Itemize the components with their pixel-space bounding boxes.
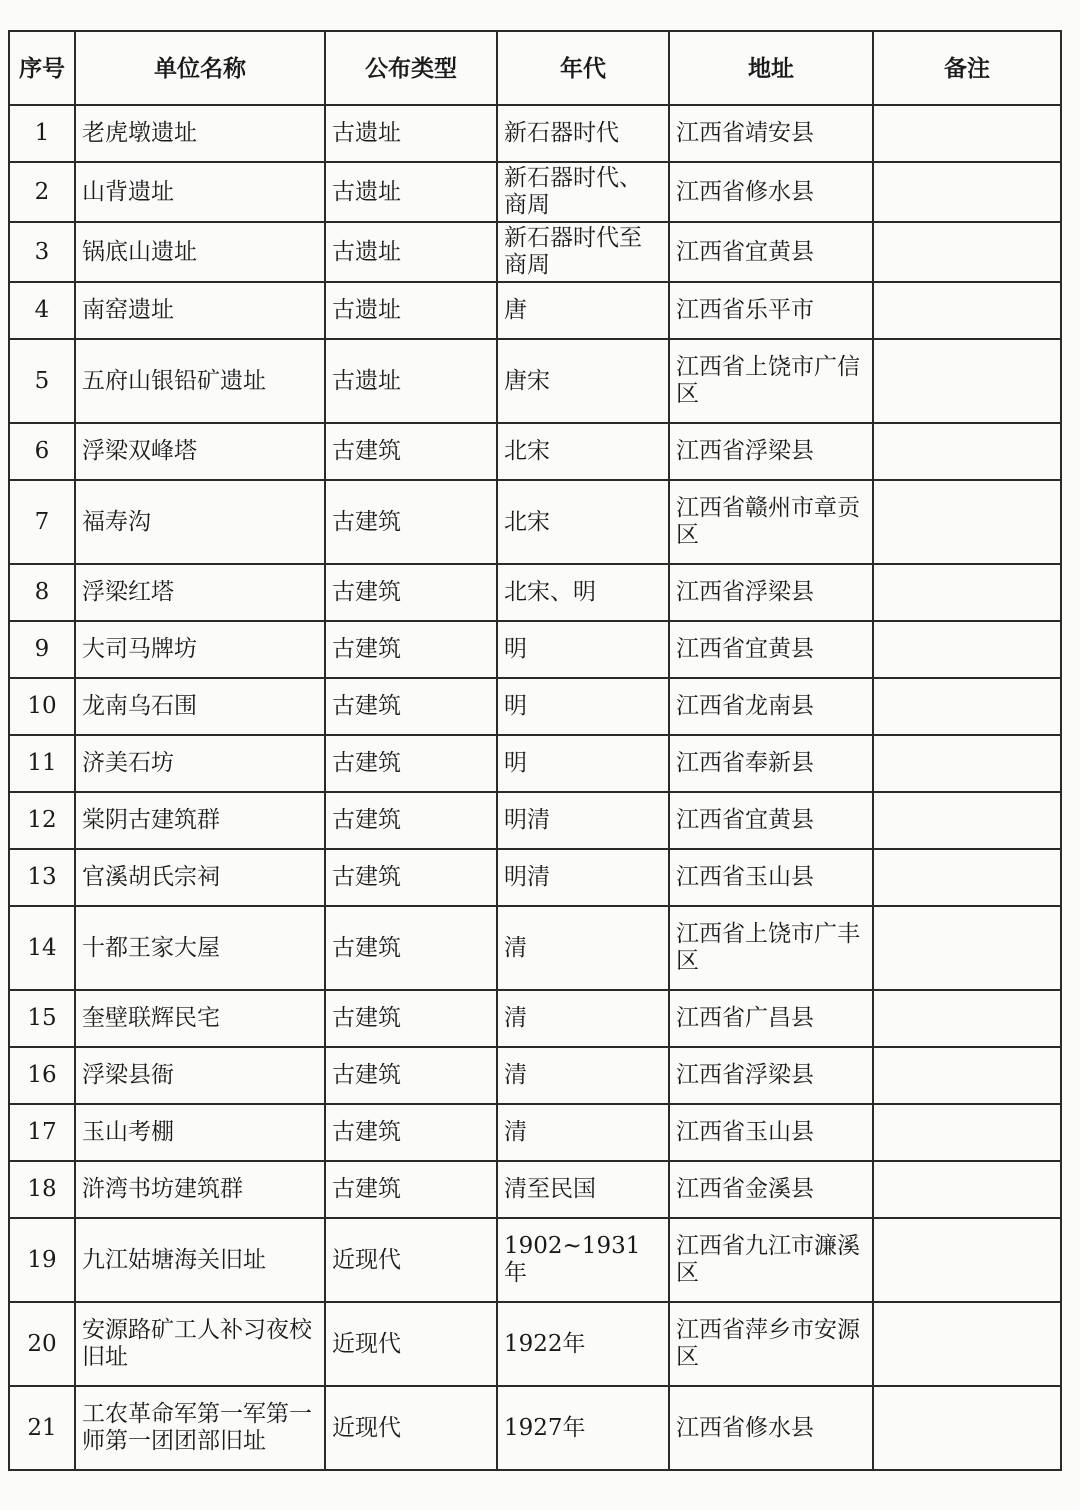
cell-note: [873, 735, 1061, 792]
cell-type: 古遗址: [325, 222, 497, 282]
header-note: 备注: [873, 31, 1061, 105]
cell-era: 唐宋: [497, 339, 669, 423]
cell-address: 江西省修水县: [669, 162, 873, 222]
cell-type: 古遗址: [325, 162, 497, 222]
cell-name: 大司马牌坊: [75, 621, 325, 678]
cell-note: [873, 480, 1061, 564]
table-row: [9, 792, 1061, 849]
table-row: [9, 339, 1061, 423]
cell-type: 古建筑: [325, 1047, 497, 1104]
cell-name: 玉山考棚: [75, 1104, 325, 1161]
cell-era: 清: [497, 906, 669, 990]
cell-name: 浮梁县衙: [75, 1047, 325, 1104]
cell-note: [873, 1104, 1061, 1161]
cell-note: [873, 339, 1061, 423]
header-no: 序号: [9, 31, 75, 105]
table-row: [9, 990, 1061, 1047]
cell-name: 老虎墩遗址: [75, 105, 325, 162]
table-row: [9, 735, 1061, 792]
cell-era: 北宋、明: [497, 564, 669, 621]
header-address: 地址: [669, 31, 873, 105]
cell-name: 九江姑塘海关旧址: [75, 1218, 325, 1302]
table-row: [9, 1104, 1061, 1161]
cell-note: [873, 1161, 1061, 1218]
cell-name: 五府山银铅矿遗址: [75, 339, 325, 423]
cell-note: [873, 792, 1061, 849]
cell-no: 12: [9, 792, 75, 849]
cell-name: 奎壁联辉民宅: [75, 990, 325, 1047]
cell-name: 安源路矿工人补习夜校旧址: [75, 1302, 325, 1386]
cell-no: 5: [9, 339, 75, 423]
cell-note: [873, 162, 1061, 222]
cell-no: 14: [9, 906, 75, 990]
cell-no: 18: [9, 1161, 75, 1218]
table-row: [9, 849, 1061, 906]
cell-no: 16: [9, 1047, 75, 1104]
table-row: [9, 105, 1061, 162]
cell-address: 江西省龙南县: [669, 678, 873, 735]
cell-era: 明: [497, 678, 669, 735]
cell-no: 1: [9, 105, 75, 162]
cell-type: 古建筑: [325, 849, 497, 906]
cell-name: 十都王家大屋: [75, 906, 325, 990]
cell-era: 明清: [497, 792, 669, 849]
cell-name: 山背遗址: [75, 162, 325, 222]
table-row: [9, 1386, 1061, 1470]
table-row: [9, 1218, 1061, 1302]
cell-note: [873, 423, 1061, 480]
cell-era: 清: [497, 1047, 669, 1104]
cell-name: 浮梁红塔: [75, 564, 325, 621]
cell-no: 6: [9, 423, 75, 480]
cell-address: 江西省宜黄县: [669, 222, 873, 282]
table-row: [9, 906, 1061, 990]
cell-era: 新石器时代至商周: [497, 222, 669, 282]
cell-name: 浒湾书坊建筑群: [75, 1161, 325, 1218]
cell-no: 9: [9, 621, 75, 678]
table-header-row: [9, 31, 1061, 105]
cell-address: 江西省浮梁县: [669, 1047, 873, 1104]
cell-address: 江西省玉山县: [669, 849, 873, 906]
cell-address: 江西省赣州市章贡区: [669, 480, 873, 564]
cell-note: [873, 849, 1061, 906]
cell-note: [873, 1302, 1061, 1386]
cell-name: 棠阴古建筑群: [75, 792, 325, 849]
cell-era: 明: [497, 735, 669, 792]
cell-note: [873, 1047, 1061, 1104]
table-row: [9, 480, 1061, 564]
cell-type: 古建筑: [325, 678, 497, 735]
cell-address: 江西省九江市濂溪区: [669, 1218, 873, 1302]
cell-note: [873, 990, 1061, 1047]
cell-address: 江西省玉山县: [669, 1104, 873, 1161]
cell-no: 3: [9, 222, 75, 282]
cell-name: 南窑遗址: [75, 282, 325, 339]
cell-era: 清至民国: [497, 1161, 669, 1218]
cell-note: [873, 282, 1061, 339]
cell-name: 福寿沟: [75, 480, 325, 564]
cell-name: 龙南乌石围: [75, 678, 325, 735]
cell-era: 新石器时代: [497, 105, 669, 162]
cell-note: [873, 621, 1061, 678]
cell-note: [873, 222, 1061, 282]
header-name: 单位名称: [75, 31, 325, 105]
cell-note: [873, 105, 1061, 162]
cell-address: 江西省浮梁县: [669, 423, 873, 480]
cell-name: 锅底山遗址: [75, 222, 325, 282]
cell-era: 清: [497, 990, 669, 1047]
cell-no: 20: [9, 1302, 75, 1386]
cell-no: 7: [9, 480, 75, 564]
cell-no: 2: [9, 162, 75, 222]
table-row: [9, 621, 1061, 678]
cell-era: 1902~1931年: [497, 1218, 669, 1302]
cell-name: 官溪胡氏宗祠: [75, 849, 325, 906]
cell-era: 清: [497, 1104, 669, 1161]
cell-no: 21: [9, 1386, 75, 1470]
cell-type: 近现代: [325, 1218, 497, 1302]
cell-type: 古建筑: [325, 1104, 497, 1161]
cell-address: 江西省金溪县: [669, 1161, 873, 1218]
cell-address: 江西省奉新县: [669, 735, 873, 792]
table-row: [9, 282, 1061, 339]
cell-address: 江西省宜黄县: [669, 621, 873, 678]
cell-note: [873, 678, 1061, 735]
table-row: [9, 678, 1061, 735]
cell-type: 古遗址: [325, 105, 497, 162]
cell-era: 新石器时代、商周: [497, 162, 669, 222]
cell-type: 古建筑: [325, 990, 497, 1047]
table-row: [9, 1161, 1061, 1218]
cell-era: 1927年: [497, 1386, 669, 1470]
cell-type: 古建筑: [325, 735, 497, 792]
cell-no: 19: [9, 1218, 75, 1302]
table-row: [9, 162, 1061, 222]
table-row: [9, 564, 1061, 621]
header-era: 年代: [497, 31, 669, 105]
cell-type: 近现代: [325, 1302, 497, 1386]
cell-address: 江西省浮梁县: [669, 564, 873, 621]
cell-address: 江西省上饶市广信区: [669, 339, 873, 423]
cell-type: 近现代: [325, 1386, 497, 1470]
cell-no: 17: [9, 1104, 75, 1161]
cell-address: 江西省广昌县: [669, 990, 873, 1047]
cell-address: 江西省萍乡市安源区: [669, 1302, 873, 1386]
cell-no: 11: [9, 735, 75, 792]
cell-no: 4: [9, 282, 75, 339]
cell-address: 江西省修水县: [669, 1386, 873, 1470]
cell-era: 唐: [497, 282, 669, 339]
cell-type: 古建筑: [325, 423, 497, 480]
cell-era: 1922年: [497, 1302, 669, 1386]
cell-no: 8: [9, 564, 75, 621]
cell-address: 江西省上饶市广丰区: [669, 906, 873, 990]
table-row: [9, 222, 1061, 282]
cell-type: 古建筑: [325, 906, 497, 990]
cell-era: 明: [497, 621, 669, 678]
table-row: [9, 423, 1061, 480]
cell-type: 古遗址: [325, 339, 497, 423]
header-type: 公布类型: [325, 31, 497, 105]
cell-name: 工农革命军第一军第一师第一团团部旧址: [75, 1386, 325, 1470]
cell-note: [873, 1386, 1061, 1470]
table-row: [9, 1302, 1061, 1386]
cell-no: 15: [9, 990, 75, 1047]
cell-type: 古建筑: [325, 564, 497, 621]
cell-type: 古建筑: [325, 621, 497, 678]
table-row: [9, 1047, 1061, 1104]
cell-type: 古遗址: [325, 282, 497, 339]
cell-type: 古建筑: [325, 792, 497, 849]
cell-note: [873, 906, 1061, 990]
cell-era: 明清: [497, 849, 669, 906]
cell-note: [873, 1218, 1061, 1302]
cell-note: [873, 564, 1061, 621]
cell-era: 北宋: [497, 423, 669, 480]
cell-no: 10: [9, 678, 75, 735]
cell-name: 浮梁双峰塔: [75, 423, 325, 480]
cell-address: 江西省乐平市: [669, 282, 873, 339]
cell-address: 江西省靖安县: [669, 105, 873, 162]
cell-address: 江西省宜黄县: [669, 792, 873, 849]
heritage-sites-table: [8, 30, 1062, 1471]
cell-era: 北宋: [497, 480, 669, 564]
cell-no: 13: [9, 849, 75, 906]
cell-type: 古建筑: [325, 1161, 497, 1218]
cell-name: 济美石坊: [75, 735, 325, 792]
cell-type: 古建筑: [325, 480, 497, 564]
